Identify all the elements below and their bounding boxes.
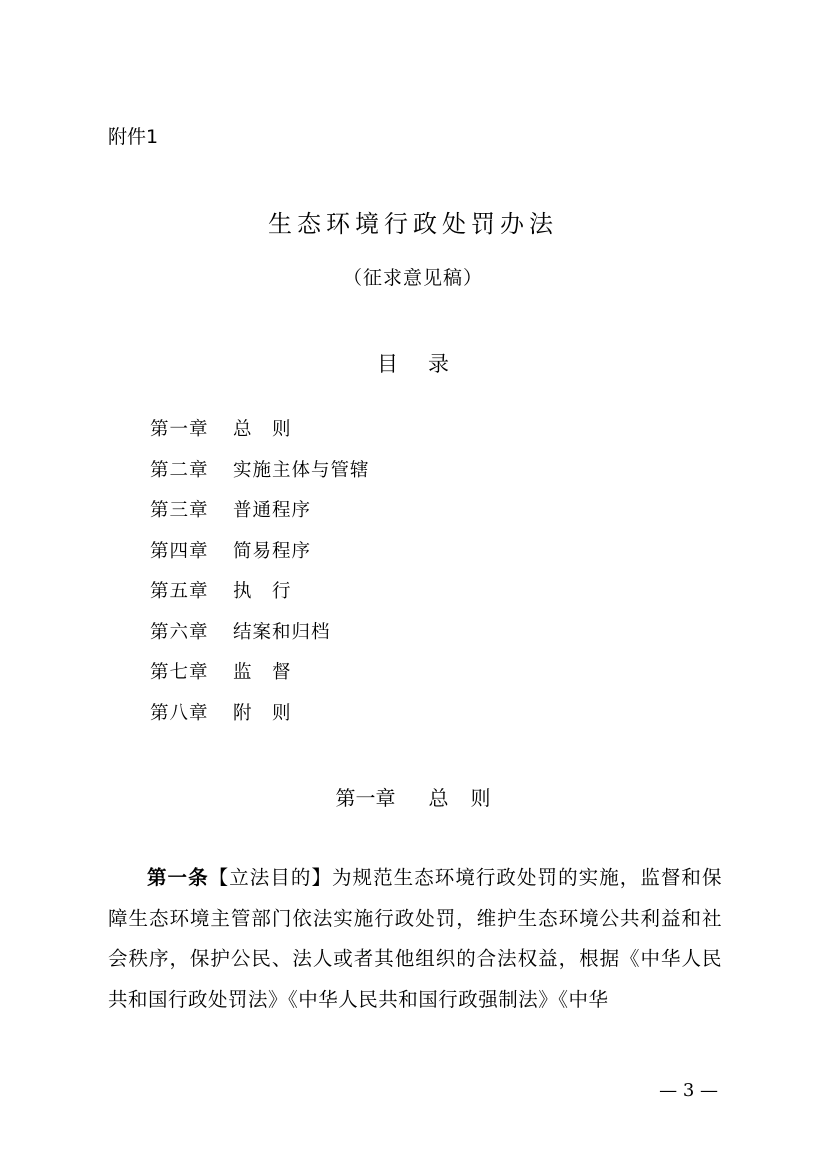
toc-item [150, 458, 370, 499]
toc-chapter-number: 第四章 [150, 540, 209, 562]
toc-chapter-number: 第一章 [150, 419, 209, 440]
toc-heading-right: 录 [428, 352, 449, 376]
article-label: 第一条 [147, 866, 209, 889]
toc-item [150, 498, 370, 539]
toc-chapter-title: 实施主体与管辖 [233, 459, 370, 481]
toc-item [150, 579, 370, 620]
toc-item [150, 417, 370, 458]
toc-chapter-title: 简易程序 [233, 540, 312, 562]
page-number: — 3 — [659, 1080, 718, 1101]
article-text: 【立法目的】为规范生态环境行政处罚的实施，监督和保障生态环境主管部门依法实施行政处罚，维护生态环境公共利益和社会秩序，保护公民、法人或者其他组织的合法权益，根据《中华人民共和国行政处罚法》《中华人民共和国行政强制法》《中华 [108, 866, 722, 1011]
article-body [108, 858, 722, 1020]
toc-chapter-title: 结案和归档 [233, 621, 331, 643]
toc-chapter-title: 总 则 [233, 419, 292, 440]
chapter-title-right: 则 [470, 786, 491, 810]
toc-chapter-number: 第五章 [150, 581, 209, 602]
chapter-title-left: 总 [428, 786, 449, 810]
article-paragraph [108, 858, 722, 1020]
toc-chapter-title: 执 行 [233, 581, 292, 602]
toc-chapter-number: 第八章 [150, 702, 209, 724]
toc-item [150, 701, 370, 742]
table-of-contents [150, 417, 370, 741]
chapter-heading [0, 782, 826, 811]
toc-chapter-title: 附 则 [233, 702, 292, 724]
toc-chapter-title: 普通程序 [233, 500, 312, 521]
toc-item [150, 620, 370, 661]
document-subtitle: （征求意见稿） [342, 267, 483, 289]
attachment-label: 附件1 [108, 126, 159, 148]
toc-heading-left: 目 [377, 352, 398, 376]
toc-chapter-number: 第七章 [150, 662, 209, 683]
toc-chapter-title: 监 督 [233, 662, 292, 683]
toc-item [150, 539, 370, 580]
toc-chapter-number: 第二章 [150, 459, 209, 481]
toc-heading [0, 348, 826, 378]
document-title: 生态环境行政处罚办法 [268, 210, 558, 238]
chapter-number: 第一章 [335, 786, 396, 810]
toc-chapter-number: 第六章 [150, 621, 209, 643]
toc-item [150, 660, 370, 701]
toc-chapter-number: 第三章 [150, 500, 209, 521]
